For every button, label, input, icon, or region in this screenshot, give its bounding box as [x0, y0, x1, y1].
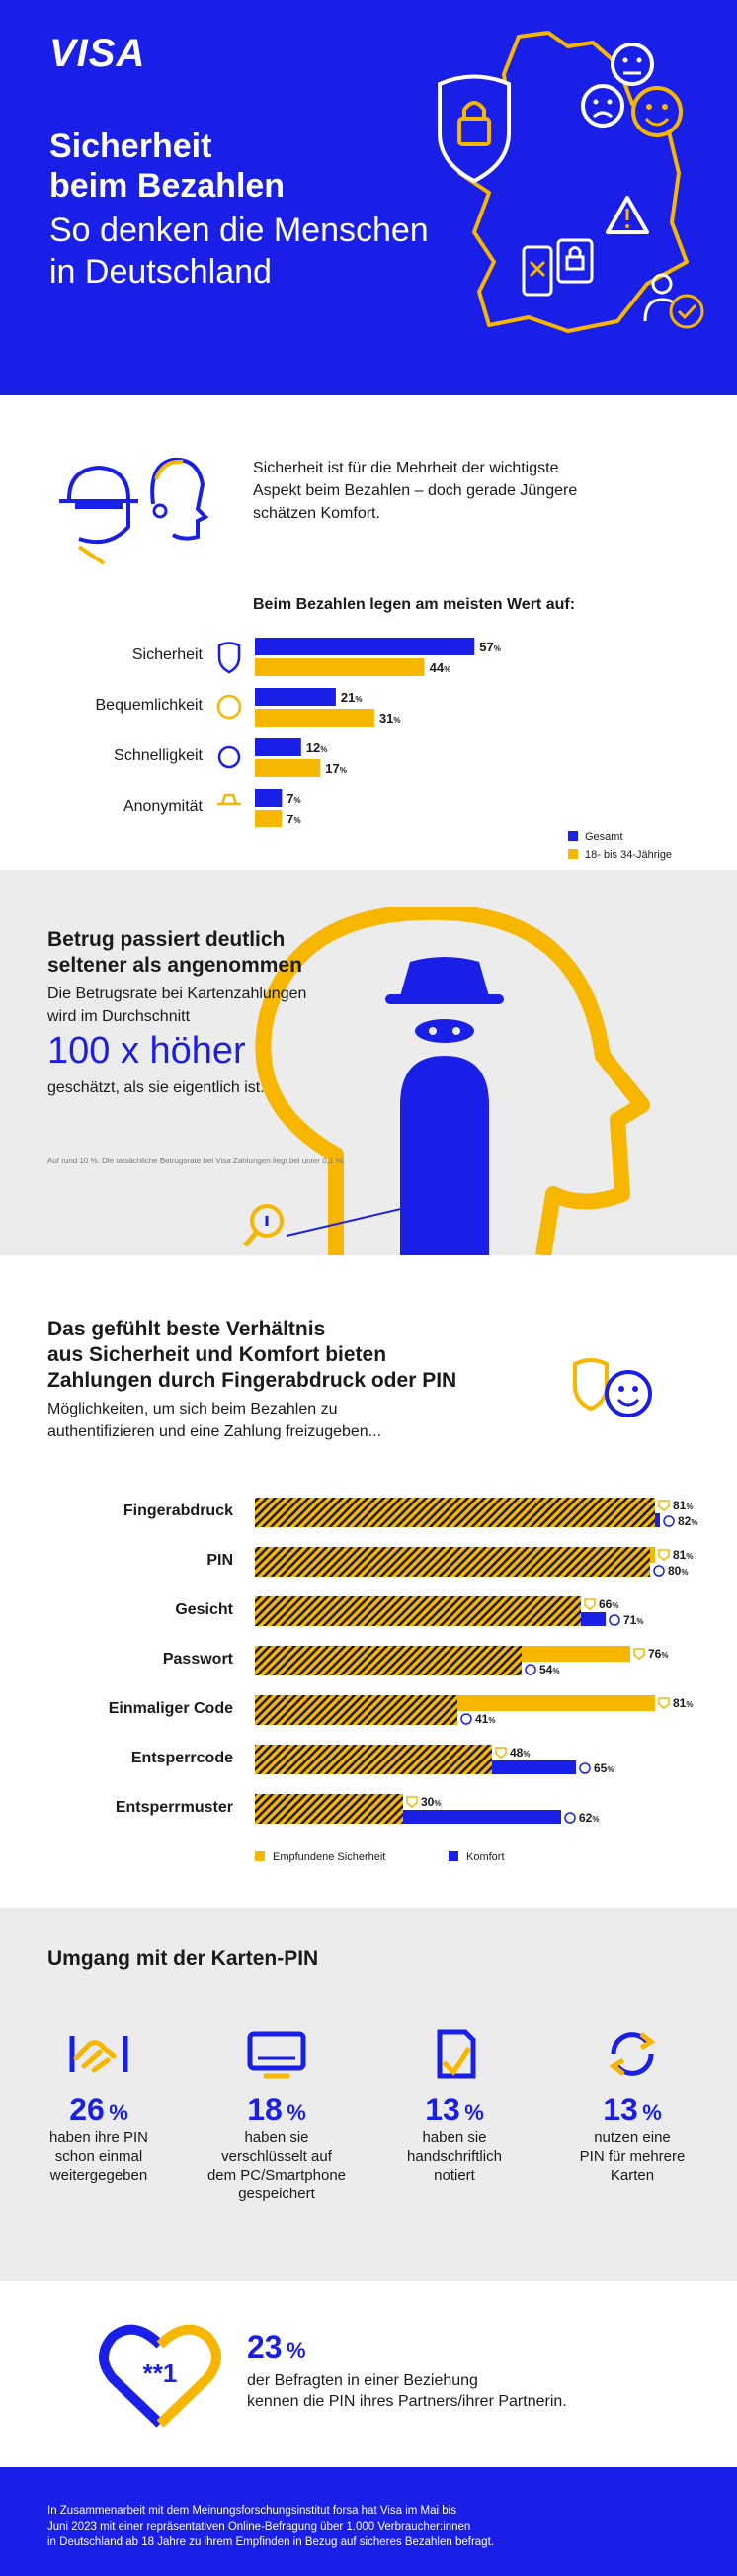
- chart2-category-label: Einmaliger Code: [108, 1700, 233, 1717]
- chart2-category-label: PIN: [206, 1552, 233, 1569]
- chart2-bar-overlap: [255, 1794, 403, 1824]
- chart1-bar: [255, 638, 474, 655]
- refresh-icon: [598, 2028, 667, 2080]
- chart1-bar: [255, 688, 336, 706]
- fraud-section: [0, 870, 737, 1255]
- fraud-text: Die Betrugsrate bei Kartenzahlungen wird im Durchschnitt: [47, 986, 307, 1025]
- visa-logo: VISA: [49, 32, 146, 75]
- page-title: Sicherheit beim Bezahlen: [49, 128, 286, 205]
- smiley-icon: [565, 1813, 575, 1823]
- chart2-value-comfort: 82%: [678, 1514, 698, 1528]
- chart1-bar: [255, 759, 320, 777]
- note-icon: [420, 2028, 489, 2080]
- chart1-value-label: 57%: [479, 640, 501, 654]
- partner-text: der Befragten in einer Beziehung kennen die PIN ihres Partners/ihrer Partnerin.: [247, 2372, 567, 2410]
- intro-text: Sicherheit ist für die Mehrheit der wichtigste Aspekt beim Bezahlen – doch gerade Jüngere schätzen Komfort.: [253, 460, 578, 522]
- pin-stats: [25, 2028, 716, 2266]
- header-section: [0, 0, 737, 395]
- chart1-title: Beim Bezahlen legen am meisten Wert auf:: [253, 596, 576, 613]
- chart1-bar: [255, 789, 282, 807]
- shield-icon: [659, 1550, 669, 1560]
- chart2-value-comfort: 41%: [475, 1712, 496, 1726]
- fraud-text-end: geschätzt, als sie eigentlich ist.: [47, 1079, 265, 1096]
- chart2-bar-overlap: [255, 1745, 492, 1774]
- shield-icon: [659, 1501, 669, 1510]
- chart2-value-comfort: 71%: [623, 1613, 644, 1627]
- partner-stat: 23 %: [247, 2329, 306, 2364]
- chart2-legend-swatch: [449, 1851, 458, 1861]
- shield-smiley-icon: [571, 1354, 660, 1423]
- chart1-legend-label: 18- bis 34-Jährige: [585, 849, 673, 861]
- footer: [0, 2467, 737, 2576]
- shield-icon: [634, 1649, 644, 1659]
- chart2-value-security: 81%: [673, 1696, 694, 1710]
- chart2-value-comfort: 54%: [539, 1663, 560, 1676]
- chart2-category-label: Gesicht: [175, 1601, 233, 1618]
- fraud-multiplier: 100 x höher: [47, 1030, 246, 1072]
- shield-icon: [407, 1797, 417, 1807]
- chart2-bar-overlap: [255, 1646, 522, 1675]
- pin-stat-reused: 13 % nutzen eine PIN für mehrere Karten: [558, 2028, 706, 2185]
- shield-icon: [496, 1748, 506, 1758]
- chart1-value-label: 7%: [287, 791, 301, 806]
- smiley-icon: [461, 1714, 471, 1724]
- chart1-bar: [255, 810, 282, 827]
- chart1-value-label: 12%: [305, 740, 328, 755]
- smiley-icon: [610, 1615, 619, 1625]
- chart2-value-comfort: 80%: [668, 1564, 689, 1578]
- heart-code: **1: [142, 2359, 178, 2388]
- smiley-icon: [664, 1516, 674, 1526]
- chart1-value-label: 31%: [378, 711, 401, 726]
- auth-title: Das gefühlt beste Verhältnis aus Sicherheit und Komfort bieten Zahlungen durch Fingerabdruck oder PIN: [47, 1318, 457, 1392]
- shield-icon: [659, 1698, 669, 1708]
- shield-icon: [219, 644, 239, 673]
- chart2-bar-overlap: [255, 1498, 655, 1527]
- chart2-bar-overlap: [255, 1596, 581, 1626]
- pin-title: Umgang mit der Karten-PIN: [47, 1947, 319, 1970]
- chart1-value-label: 7%: [287, 812, 301, 826]
- chart1-value-label: 21%: [340, 690, 363, 705]
- chart2-value-security: 81%: [673, 1499, 694, 1512]
- chart1-bar: [255, 658, 425, 676]
- pin-stat-stored: 18 % haben sie verschlüsselt auf dem PC/Smartphone gespeichert: [203, 2028, 351, 2203]
- smiley-icon: [654, 1566, 664, 1576]
- chart1-category-label: Sicherheit: [131, 646, 203, 663]
- chart2-category-label: Passwort: [162, 1651, 233, 1668]
- priorities-section: [0, 395, 737, 870]
- heart-pin-icon: [99, 2321, 222, 2430]
- chart2-category-label: Entsperrmuster: [115, 1799, 233, 1816]
- chart1-bar: [255, 709, 374, 727]
- chart2-value-security: 76%: [648, 1647, 669, 1661]
- stopwatch-icon: [219, 747, 239, 767]
- footer-text: In Zusammenarbeit mit dem Meinungsforschungsinstitut forsa hat Visa im Mai bis Juni 2023 mit einer repräsentativen Online-Befragung über 1.000 Verbraucher:innen in Deutschland ab 18 Jahre zu ihrem Empfinden in Bezug auf sicheres Bezahlen befragt.: [47, 2505, 494, 2548]
- chart2-value-comfort: 65%: [594, 1761, 614, 1775]
- chart2-legend-swatch: [255, 1851, 265, 1861]
- chart2-bar-overlap: [255, 1547, 650, 1577]
- auth-section: [0, 1255, 737, 1908]
- partner-section: [0, 2281, 737, 2467]
- chart2-value-security: 81%: [673, 1548, 694, 1562]
- chart1-category-label: Anonymität: [123, 798, 203, 815]
- shield-icon: [585, 1599, 595, 1609]
- smiley-icon: [580, 1763, 590, 1773]
- chart2-legend-label: Empfundene Sicherheit: [273, 1851, 386, 1863]
- magnifier-icon: [237, 1201, 435, 1255]
- chart1-legend-swatch: [568, 849, 578, 859]
- auth-text: Möglichkeiten, um sich beim Bezahlen zu authentifizieren und eine Zahlung freizugeben...: [47, 1401, 382, 1440]
- chart1-value-label: 17%: [325, 761, 347, 776]
- chart2-category-label: Fingerabdruck: [123, 1503, 233, 1519]
- faces-icon: [49, 440, 217, 568]
- chart2-value-security: 30%: [421, 1795, 442, 1809]
- germany-map-icon: [420, 25, 716, 341]
- chart1-category-label: Schnelligkeit: [114, 747, 203, 764]
- chart1-bar: [255, 738, 301, 756]
- smiley-icon: [526, 1665, 535, 1674]
- handshake-icon: [64, 2028, 133, 2080]
- chart1-legend-label: Gesamt: [585, 831, 623, 843]
- page-subtitle: So denken die Menschen in Deutschland: [49, 212, 429, 291]
- chart1-bar-chart: [0, 628, 737, 870]
- chart2-bar-chart: [0, 1478, 737, 1908]
- pin-stat-written: 13 % haben sie handschriftlich notiert: [380, 2028, 529, 2185]
- chart1-value-label: 44%: [429, 660, 451, 675]
- fraud-footnote: Auf rund 10 %. Die tatsächliche Betrugsrate bei Visa Zahlungen liegt bei unter 0,1 %.: [47, 1157, 345, 1165]
- chart2-bar-overlap: [255, 1695, 457, 1725]
- chart2-value-security: 48%: [510, 1746, 531, 1760]
- smiley-icon: [218, 696, 240, 718]
- chart1-legend-swatch: [568, 831, 578, 841]
- chart2-value-security: 66%: [599, 1597, 619, 1611]
- pin-section: [0, 1908, 737, 2281]
- chart1-category-label: Bequemlichkeit: [95, 697, 203, 714]
- chart2-value-comfort: 62%: [579, 1811, 600, 1825]
- fraud-title: Betrug passiert deutlich seltener als angenommen: [47, 928, 302, 977]
- pin-stat-shared: 26 % haben ihre PIN schon einmal weitergegeben: [25, 2028, 173, 2185]
- hat-icon: [217, 795, 241, 804]
- chart2-legend-label: Komfort: [466, 1851, 505, 1863]
- chart2-category-label: Entsperrcode: [130, 1750, 233, 1766]
- laptop-icon: [242, 2028, 311, 2080]
